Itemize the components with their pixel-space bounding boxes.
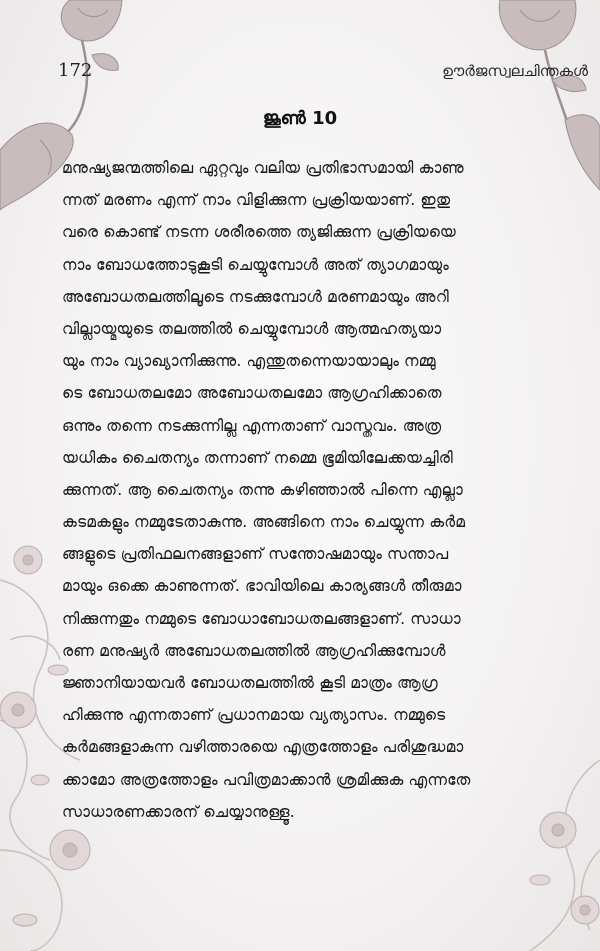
text-line: കടമകളും നമ്മുടേതാകുന്നു. അങ്ങിനെ നാം ചെയ്യുന്ന കർമ [62,513,466,532]
text-line: വില്ലായ്മയുടെ തലത്തിൽ ചെയ്യുമ്പോൾ ആത്മഹത്യയാ [62,319,442,338]
text-line: ന്നത് മരണം എന്ന് നാം വിളിക്കുന്ന പ്രക്രിയയാണ്. ഇതു [62,191,451,210]
running-title: ഊർജസ്വലചിന്തകൾ [442,62,588,80]
text-line: സാധാരണക്കാരന് ചെയ്യാനുള്ളൂ. [62,802,295,821]
text-line: ങ്ങളുടെ പ്രതിഫലനങ്ങളാണ് സന്തോഷമായും സന്താപ [62,545,449,564]
text-line: മായും ഒക്കെ കാണുന്നത്. ഭാവിയിലെ കാര്യങ്ങൾ തീരുമാ [62,577,462,596]
text-line: വരെ കൊണ്ട് നടന്ന ശരീരത്തെ ത്യജിക്കുന്ന പ്രക്രിയയെ [62,223,456,242]
text-line: കർമങ്ങളാകുന്ന വഴിത്താരയെ എത്രത്തോളം പരിശുദ്ധമാ [62,738,464,757]
chapter-title: ജൂൺ 10 [262,108,338,129]
body-paragraph [62,152,600,828]
page-number: 172 [58,60,93,81]
text-line: യും നാം വ്യാഖ്യാനിക്കുന്നു. എന്തുതന്നെയായാലും നമ്മു [62,352,436,371]
text-line: ഒന്നും തന്നെ നടക്കുന്നില്ല എന്നതാണ് വാസ്തവം. അത്ര [62,416,442,435]
text-line: നാം ബോധത്തോടുകൂടി ചെയ്യുമ്പോൾ അത് ത്യാഗമായും [62,255,449,274]
text-line: ടെ ബോധതലമോ അബോധതലമോ ആഗ്രഹിക്കാതെ [62,384,442,403]
text-line: ജ്ഞാനിയായവർ ബോധതലത്തിൽ കൂടി മാത്രം ആഗ്ര [62,674,438,692]
text-line: യധികം ചൈതന്യം തന്നാണ് നമ്മെ ഭൂമിയിലേക്കയച്ചിരി [62,448,453,467]
text-line: നിക്കുന്നതും നമ്മുടെ ബോധാബോധതലങ്ങളാണ്. സാധാ [62,609,461,628]
text-line: അബോധതലത്തിലൂടെ നടക്കുമ്പോൾ മരണമായും അറി [62,287,449,306]
text-line: രണ മനുഷ്യർ അബോധതലത്തിൽ ആഗ്രഹിക്കുമ്പോൾ [62,641,446,660]
text-line: ക്കുന്നത്. ആ ചൈതന്യം തന്നു കഴിഞ്ഞാൽ പിന്നെ എല്ലാ [62,480,463,499]
text-line: മനുഷ്യജന്മത്തിലെ ഏറ്റവും വലിയ പ്രതിഭാസമായി കാണു [62,159,464,177]
text-line: ക്കാമോ അത്രത്തോളം പവിത്രമാക്കാൻ ശ്രമിക്കുക എന്നതേ [62,770,471,789]
text-line: ഹിക്കുന്നു എന്നതാണ് പ്രധാനമായ വ്യത്യാസം. നമ്മുടെ [62,706,446,725]
